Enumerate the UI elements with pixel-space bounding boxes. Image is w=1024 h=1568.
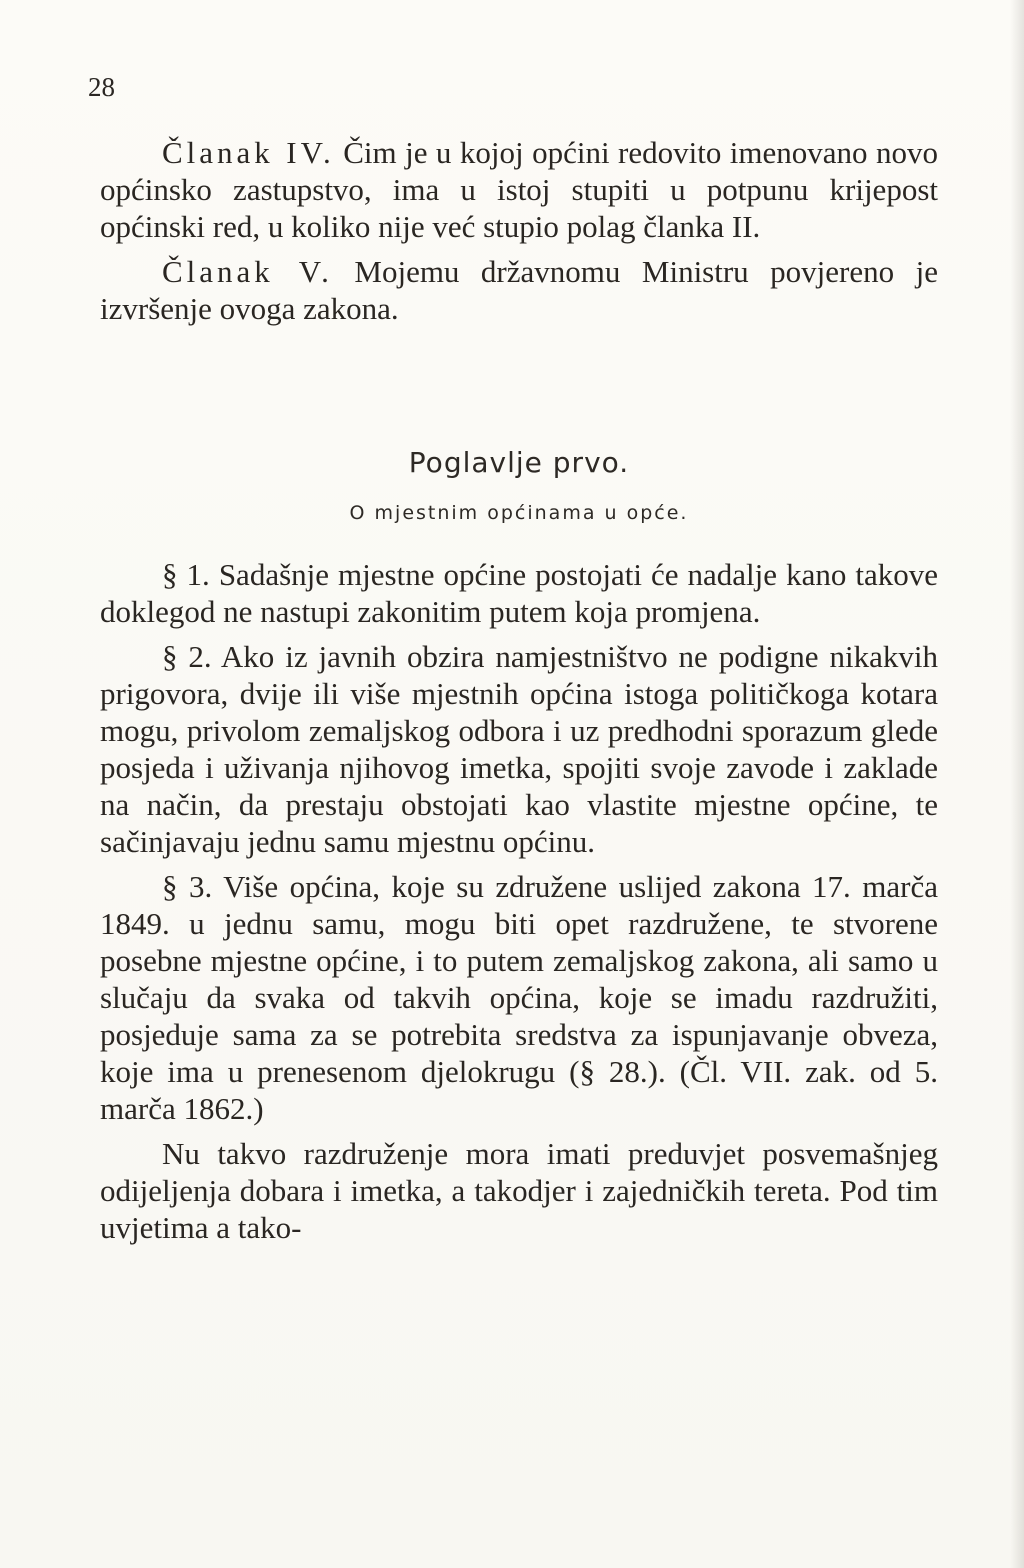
chapter-title: Poglavlje prvo. bbox=[408, 446, 630, 479]
chapter-subtitle: O mjestnim općinama u opće. bbox=[349, 502, 689, 524]
section-3-continuation: Nu takvo razdruženje mora imati preduvjet posvemašnjeg odijeljenja dobara i imetka, a takodjer i zajedničkih tereta. Pod tim uvjetima a tako- bbox=[100, 1136, 938, 1245]
page-number: 28 bbox=[88, 72, 115, 102]
article-v-label: Članak V. bbox=[162, 254, 333, 289]
article-iv-text: Čim je u kojoj općini redovito imenovano novo općinsko zastupstvo, ima u istoj stupiti u potpunu krijepost općinski red, u koliko nije već stupio polag članka II. bbox=[100, 135, 938, 244]
article-iv bbox=[100, 134, 938, 245]
articles-block bbox=[100, 134, 938, 335]
page-edge-shadow bbox=[1010, 0, 1024, 1568]
section-3: § 3. Više općina, koje su združene uslijed zakona 17. marča 1849. u jednu samu, mogu biti opet razdružene, te stvorene posebne mjestne općine, i to putem zemaljskog zakona, ali samo u slučaju da svaka od takvih općina, koje se imadu razdružiti, posjeduje sama za se potrebita sredstva za ispunjavanje obveza, koje ima u prenesenom djelokrugu (§ 28.). (Čl. VII. zak. od 5. marča 1862.) bbox=[100, 869, 938, 1126]
section-2: § 2. Ako iz javnih obzira namjestništvo ne podigne nikakvih prigovora, dvije ili više mjestnih općina istoga političkoga kotara mogu, privolom zemaljskog odbora i uz predhodni sporazum glede posjeda i uživanja njihovog imetka, spojiti svoje zavode i zaklade na način, da prestaju obstojati kao vlastite mjestne općine, te sačinjavaju jednu samu mjestnu općinu. bbox=[100, 639, 938, 859]
sections-block bbox=[100, 556, 938, 1254]
article-v-text: Mojemu državnomu Ministru povjereno je izvršenje ovoga zakona. bbox=[100, 254, 938, 326]
article-iv-label: Članak IV. bbox=[162, 135, 335, 170]
section-1: § 1. Sadašnje mjestne općine postojati će nadalje kano takove doklegod ne nastupi zakonitim putem koja promjena. bbox=[100, 557, 938, 629]
article-v bbox=[100, 253, 938, 327]
